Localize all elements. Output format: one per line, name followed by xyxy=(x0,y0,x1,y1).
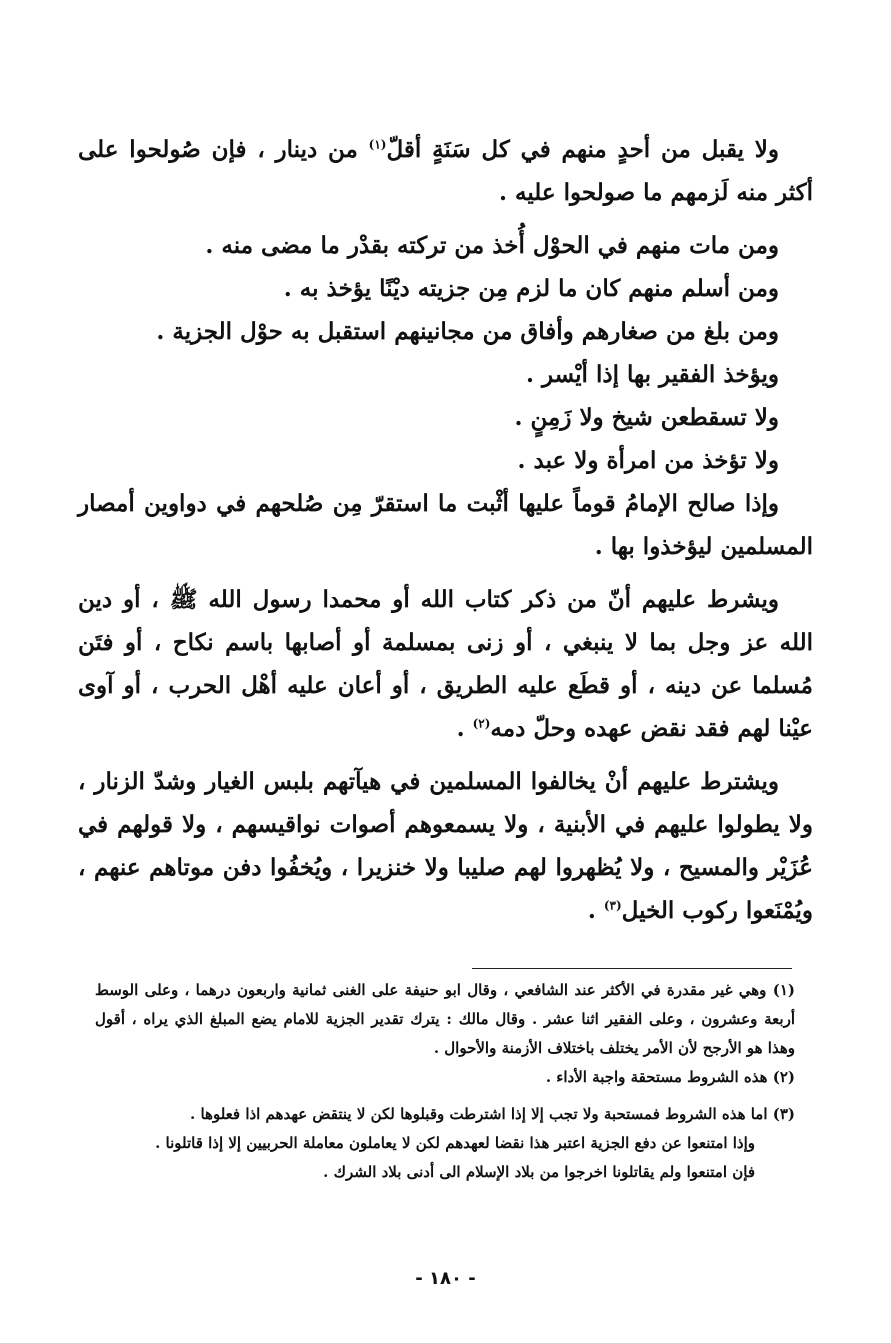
footnote-divider xyxy=(472,968,792,969)
footnote-number: (٢) xyxy=(772,1068,795,1086)
paragraph-1 xyxy=(78,128,813,214)
footnote-ref-1[interactable]: (١) xyxy=(368,137,387,152)
footnote-ref-2[interactable]: (٢) xyxy=(472,716,491,731)
paragraph-10 xyxy=(78,760,813,932)
paragraph-text: . xyxy=(456,715,473,742)
footnote-text: اما هذه الشروط فمستحبة ولا تجب إلا إذا اشترطت وقبلوها لكن لا ينتقض عهدهم اذا فعلوها . xyxy=(190,1105,768,1123)
paragraph-9 xyxy=(78,578,813,750)
paragraph-text: ويشترط عليهم أنْ يخالفوا المسلمين في هيآتهم بلبس الغيار وشدّ الزنار ، ولا يطولوا عليهم في الأبنية ، ولا يسمعوهم أصوات نواقيسهم ، ولا قولهم في عُزَيْر والمسيح ، ولا يُظهروا لهم صليبا ولا خنزيرا ، ويُخفُوا دفن موتاهم عنهم ، ويُمْنَعوا ركوب الخيل xyxy=(78,768,814,924)
footnote-continuation: وإذا امتنعوا عن دفع الجزية اعتبر هذا نقضا لعهدهم لكن لا يعاملون معاملة الحربيين إلا إذا قاتلونا . xyxy=(155,1134,755,1152)
paragraph-8: وإذا صالح الإمامُ قوماً عليها أثْبت ما استقرّ مِن صُلحهم في دواوين أمصار المسلمين ليؤخذوا بها . xyxy=(78,490,813,560)
footnotes xyxy=(95,976,795,1187)
paragraph-5: ويؤخذ الفقير بها إذا أيْسر . xyxy=(525,361,779,388)
footnote-1 xyxy=(95,976,795,1063)
footnote-2 xyxy=(95,1063,795,1092)
paragraph-text: ولا يقبل من أحدٍ منهم في كل سَنَةٍ أقلّ xyxy=(386,136,779,163)
paragraph-3: ومن أسلم منهم كان ما لزم مِن جزيته ديْنًا يؤخذ به . xyxy=(283,275,779,302)
page-number: - ١٨٠ - xyxy=(415,1268,476,1289)
paragraph-7: ولا تؤخذ من امرأة ولا عبد . xyxy=(517,447,779,474)
paragraph-6: ولا تسقطعن شيخ ولا زَمِنٍ . xyxy=(514,404,779,431)
main-text xyxy=(78,128,813,932)
footnote-number: (١) xyxy=(772,981,795,999)
footnote-text: هذه الشروط مستحقة واجبة الأداء . xyxy=(545,1068,768,1086)
paragraph-2: ومن مات منهم في الحوْل أُخذ من تركته بقدْر ما مضى منه . xyxy=(205,232,779,259)
footnote-number: (٣) xyxy=(772,1105,795,1123)
footnote-continuation: فإن امتنعوا ولم يقاتلونا اخرجوا من بلاد الإسلام الى أدنى بلاد الشرك . xyxy=(323,1163,755,1181)
paragraph-text: . xyxy=(587,897,604,924)
footnote-text: وهي غير مقدرة في الأكثر عند الشافعي ، وقال ابو حنيفة على الغنى ثمانية واربعون درهما ، وعلى الوسط أربعة وعشرون ، وعلى الفقير اثنا عشر . وقال مالك : يترك تقدير الجزية للامام يضع المبلغ الذي يراه ، أقول وهذا هو الأرجح لأن الأمر يختلف باختلاف الأزمنة والأحوال . xyxy=(95,981,795,1057)
paragraph-text: ويشرط عليهم أنّ من ذكر كتاب الله أو محمدا رسول الله ﷺ ، أو دين الله عز وجل بما لا ينبغي ، أو زنى بمسلمة أو أصابها باسم نكاح ، أو فتَن مُسلما عن دينه ، أو قطَع عليه الطريق ، أو أعان عليه أهْل الحرب ، أو آوى عيْنا لهم فقد نقض عهده وحلّ دمه xyxy=(78,586,813,742)
paragraph-text: من دينار ، فإن صُولحوا على أكثر منه لَزمهم ما صولحوا عليه . xyxy=(78,136,813,206)
paragraph-4: ومن بلغ من صغارهم وأفاق من مجانينهم استقبل به حوْل الجزية . xyxy=(156,318,779,345)
footnote-ref-3[interactable]: (٣) xyxy=(603,898,622,913)
footnote-3 xyxy=(95,1100,795,1187)
